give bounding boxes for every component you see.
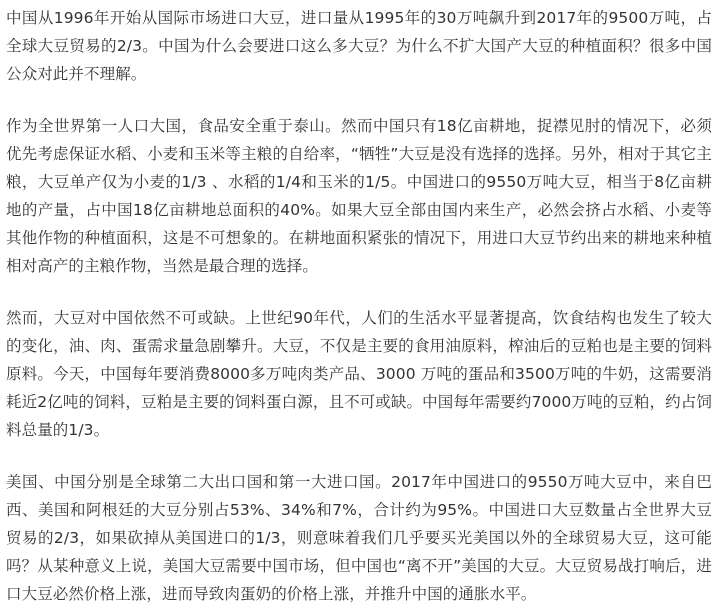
paragraph-2: 作为全世界第一人口大国，食品安全重于泰山。然而中国只有18亿亩耕地，捉襟见肘的情况下，必须优先考虑保证水稻、小麦和玉米等主粮的自给率，“牺牲”大豆是没有选择的选择。另外，相对于其它主粮，大豆单产仅为小麦的1/3 、水稻的1/4和玉米的1/5。中国进口的9550万吨大豆，相当于8亿亩耕地的产量，占中国18亿亩耕地总面积的40%。如果大豆全部由国内来生产，必然会挤占水稻、小麦等其他作物的种植面积，这是不可想象的。在耕地面积紧张的情况下，用进口大豆节约出来的耕地来种植相对高产的主粮作物，当然是最合理的选择。 — [6, 117, 712, 275]
paragraph-4: 美国、中国分别是全球第二大出口国和第一大进口国。2017年中国进口的9550万吨大豆中，来自巴西、美国和阿根廷的大豆分别占53%、34%和7%，合计约为95%。中国进口大豆数量占全世界大豆贸易的2/3，如果砍掉从美国进口的1/3，则意味着我们几乎要买光美国以外的全球贸易大豆，这可能吗？从某种意义上说，美国大豆需要中国市场，但中国也“离不开”美国的大豆。大豆贸易战打响后，进口大豆必然价格上涨，进而导致肉蛋奶的价格上涨，并推升中国的通胀水平。 — [6, 473, 712, 603]
paragraph-3: 然而，大豆对中国依然不可或缺。上世纪90年代，人们的生活水平显著提高，饮食结构也发生了较大的变化，油、肉、蛋需求量急剧攀升。大豆，不仅是主要的食用油原料，榨油后的豆粕也是主要的饲料原料。今天，中国每年要消费8000多万吨肉类产品、3000 万吨的蛋品和3500万吨的牛奶，这需要消耗近2亿吨的饲料，豆粕是主要的饲料蛋白源，且不可或缺。中国每年需要约7000万吨的豆粕，约占饲料总量的1/3。 — [6, 309, 712, 439]
paragraph-1: 中国从1996年开始从国际市场进口大豆，进口量从1995年的30万吨飙升到2017年的9500万吨，占全球大豆贸易的2/3。中国为什么会要进口这么多大豆？为什么不扩大国产大豆的种植面积？很多中国公众对此并不理解。 — [6, 9, 712, 83]
